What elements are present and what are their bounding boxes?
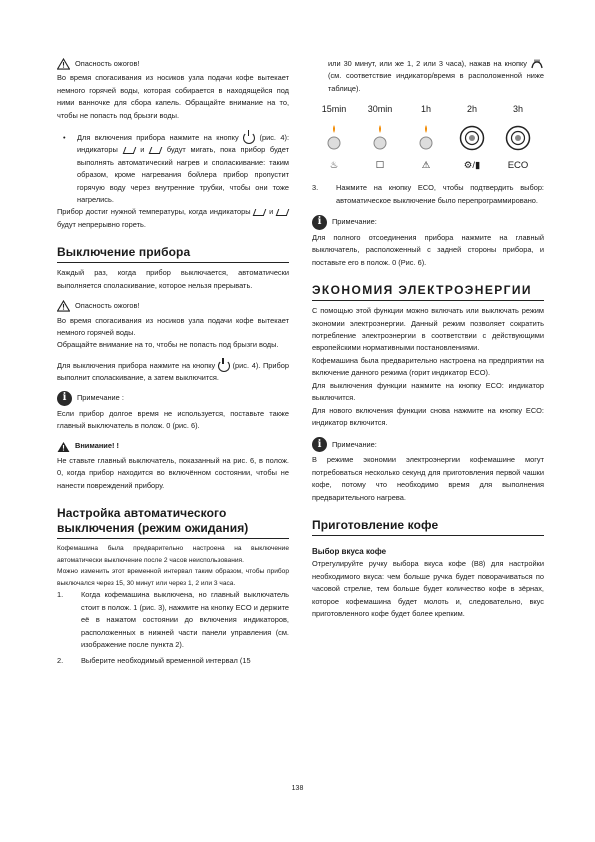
step-number: 3. <box>312 183 319 193</box>
power-on-text-a: Для включения прибора нажмите на кнопку <box>77 133 239 143</box>
power-on-text-d: будут мигать, пока прибор будет выполнять автоматический нагрев и споласкивание: таким образом, кроме нагревания бойлера прибор пропустит горячую воду через внутренние трубки, чтобы они тоже нагрелись. <box>77 145 289 205</box>
taste-text: Отрегулируйте ручку выбора вкуса кофе (B8) для настройки необходимого вкуса: чем больше ручка будет поворачиваться по часовой стрелке, тем больше будет количество кофе в зёрнах, которое кофемашина будет молоть и, следовательно, вкус приготовленного кофе будет более крепким. <box>312 559 544 618</box>
step-3 <box>312 182 544 207</box>
right-column <box>312 58 544 620</box>
step2-continued <box>312 58 544 95</box>
warning-heading <box>57 58 289 70</box>
mode-symbol-icon: ⚙/▮ <box>463 160 481 172</box>
power-icon <box>218 360 230 372</box>
indicator-icon <box>122 147 136 154</box>
note-text: Если прибор долгое время не используется, поставьте также главный выключатель в полож. 0 (рис. 6). <box>57 408 289 430</box>
warning-triangle-icon <box>57 300 70 312</box>
power-on-text-c: и <box>140 145 145 155</box>
note-title: Примечание: <box>332 439 377 449</box>
auto-text-2: Можно изменить этот временной интервал таким образом, чтобы прибор выключался через 15, 30 минут или через 1, 2 или 3 часа. <box>57 568 289 587</box>
eco-text-2: Кофемашина была предварительно настроена на предприятии на включение данного режима (горит индикатор ECO). <box>312 355 544 378</box>
power-icon <box>243 132 255 144</box>
cont-text-a: или 30 минут, или же 1, 2 или 3 часа), нажав на кнопку <box>328 59 527 68</box>
mode-symbol-icon: ♨ <box>329 160 339 172</box>
led-lit-icon <box>413 124 439 152</box>
off-instructions <box>57 360 289 385</box>
section-heading-prep: Приготовление кофе <box>312 518 544 536</box>
note-text: Для полного отсоединения прибора нажмите на главный выключатель, расположенный с задней стороны прибора, и поставьте его в полож. 0 (Рис. 6). <box>312 233 544 267</box>
led-lit-icon <box>367 124 393 152</box>
mode-label: 2h <box>466 104 477 115</box>
indicator-icon <box>253 209 267 216</box>
info-icon: i <box>312 437 327 452</box>
mode-column <box>408 103 444 174</box>
attention-heading <box>57 440 289 452</box>
note-heading <box>312 215 544 230</box>
note-title: Примечание: <box>332 217 377 227</box>
heat-text-a: Прибор достиг нужной температуры, когда индикаторы <box>57 207 251 217</box>
left-column <box>57 58 289 668</box>
auto-text-1: Кофемашина была предварительно настроена на выключение автоматически выключение после 2 часов неиспользования. <box>57 544 289 564</box>
indicator-icon <box>149 147 163 154</box>
mode-symbol-icon: ☐ <box>375 160 385 172</box>
mode-table <box>316 103 536 174</box>
eco-text-4: Для нового включения функции снова нажмите на кнопку ECO: индикатор включится. <box>312 405 544 427</box>
steam-hand-icon <box>530 59 544 69</box>
mode-column <box>454 103 490 174</box>
step-number: 1. <box>57 590 64 600</box>
step-1 <box>57 589 289 651</box>
mode-column <box>500 103 536 174</box>
note-title: Примечание : <box>77 392 124 402</box>
step-number: 2. <box>57 656 64 666</box>
off-text: Каждый раз, когда прибор выключается, автоматически выполняется споласкивание, которое нельзя прерывать. <box>57 268 289 290</box>
subheading-taste: Выбор вкуса кофе <box>312 546 387 556</box>
warning-heading <box>57 300 289 312</box>
cont-text-b: (см. соответствие индикатор/время в расположенной ниже таблице). <box>328 71 544 93</box>
led-ring-icon <box>505 124 531 152</box>
mode-label: 1h <box>420 104 431 115</box>
heat-ready-text <box>57 206 289 231</box>
mode-symbol-icon: ⚠ <box>421 160 431 172</box>
heat-text-b: и <box>269 207 274 217</box>
attention-text: Не ставьте главный выключатель, показанный на рис. 6, в полож. 0, когда прибор находится во включённом состоянии, чтобы не нанести повреждений прибору. <box>57 455 289 490</box>
warning-text: Во время спогасивания из носиков узла подачи кофе вытекает немного горячей воды, которая собирается в находящейся под ними ванночке для сбора капель. Обращайте внимание на то, чтобы не попасть под брызги воды. <box>57 73 289 120</box>
step-text: Когда кофемашина выключена, но главный выключатель стоит в полож. 1 (рис. 3), нажмите на кнопку ECO и держите её в нажатом состоянии до включения индикаторов, расположенных в нижней части панели управления (см. изображение после пункта 2). <box>81 590 289 649</box>
mode-label: 3h <box>512 104 523 115</box>
step-text: Выберите необходимый временной интервал (15 <box>81 656 251 666</box>
step-text: Нажмите на кнопку ECO, чтобы подтвердить выбор: автоматическое выключение было перепрограммировано. <box>336 183 544 205</box>
bullet-power-on: • Для включения прибора нажмите на кнопку (рис. 4): индикаторы и будут мигать, пока прибор будет выполнять автоматический нагрев и споласкивание: таким образом, кроме нагревания бойлера прибор пропустит горячую воду через внутренние трубки, чтобы они тоже нагрелись. <box>63 133 289 205</box>
warning-triangle-icon <box>57 441 70 453</box>
mode-column <box>362 103 398 174</box>
warning-text: Обращайте внимание на то, чтобы не попасть под брызги воды. <box>57 340 279 350</box>
off2-text-b: (рис. 4). Прибор выполнит споласкивание, а затем выключится. <box>57 360 289 383</box>
warning-triangle-icon <box>57 58 70 70</box>
warning-title: Опасность ожогов! <box>75 301 140 311</box>
attention-title: Внимание! ! <box>75 441 119 451</box>
info-icon: i <box>57 391 72 406</box>
warning-title: Опасность ожогов! <box>75 59 140 68</box>
power-on-text-b: (рис. 4): индикаторы <box>77 133 289 155</box>
off2-text-a: Для выключения прибора нажмите на кнопку <box>57 360 216 370</box>
note-text: В режиме экономии электроэнергии кофемашине могут потребоваться несколько секунд для приготовления первой чашки кофе, потому что необходимо время для выполнения предварительного нагрева. <box>312 455 544 502</box>
warning-text: Во время спогасивания из носиков узла подачи кофе вытекает немного горячей воды. <box>57 315 289 337</box>
led-ring-icon <box>459 124 485 152</box>
heat-text-c: будут непрерывно гореть. <box>57 219 146 229</box>
note-heading <box>57 391 289 406</box>
mode-column <box>316 103 352 174</box>
mode-label: 30min <box>367 104 393 115</box>
note-heading <box>312 437 544 452</box>
section-heading-auto-off: Настройка автоматического выключения (режим ожидания) <box>57 506 289 539</box>
page-number: 138 <box>291 785 304 792</box>
info-icon: i <box>312 215 327 230</box>
section-heading-off: Выключение прибора <box>57 245 289 263</box>
section-heading-eco: ЭКОНОМИЯ ЭЛЕКТРОЭНЕРГИИ <box>312 283 544 301</box>
eco-text-1: С помощью этой функции можно включать или выключать режим экономии электроэнергии. Данный режим позволяет сократить потребление электроэнергии в соответствии с действующими европейскими нормативными постановлениями. <box>312 306 544 353</box>
mode-symbol-icon: ECO <box>507 160 529 172</box>
mode-label: 15min <box>321 104 347 115</box>
eco-text-3: Для выключения функции нажмите на кнопку ECO: индикатор выключится. <box>312 380 544 403</box>
step-2 <box>57 655 289 667</box>
indicator-icon <box>276 209 290 216</box>
led-lit-icon <box>321 124 347 152</box>
